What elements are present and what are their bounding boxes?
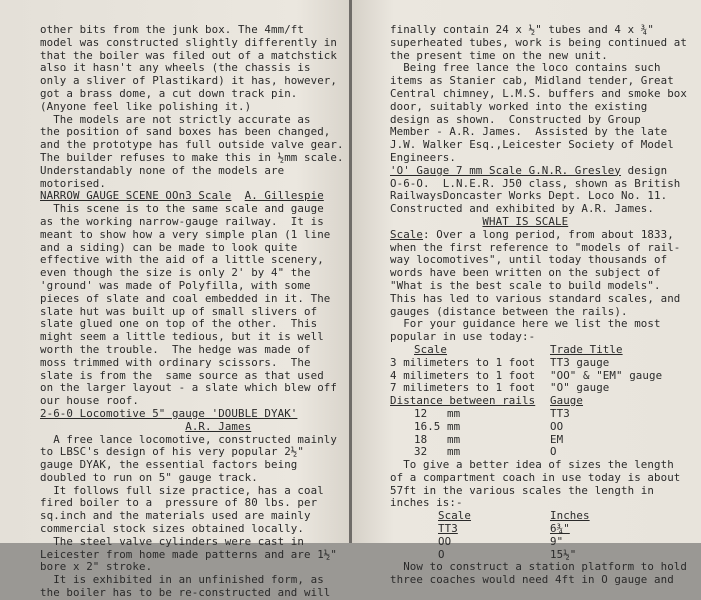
table-cell: 6¾" [550,522,570,536]
heading-author: A. Gillespie [244,189,324,203]
table-cell: OO [438,534,452,548]
text-line: finally contain 24 x ½" tubes and 4 x ¾" [390,23,655,36]
table-cell: "OO" & "EM" gauge [550,368,663,382]
text-line: way locomotives", until today thousands of [390,253,668,267]
text-line: (Anyone feel like polishing it.) [40,99,252,113]
text-line: Member - A.R. James. Assisted by the late [390,125,668,139]
text-line: A free lance locomotive, constructed mainly [40,432,338,446]
table-header-cell: Inches [550,509,590,523]
text-line: It follows full size practice, has a coal [40,483,324,497]
table-cell: EM [550,432,564,446]
table-cell: 12 mm [414,406,461,420]
text-line: slate glued one on top of the other. This [40,317,318,331]
text-line: and a siding) can be made to look quite [40,240,298,254]
coach-length-table [390,510,672,561]
text-line: the present time on the new unit. [390,48,608,62]
text-line: and the prototype has full outside valve gear. [40,138,344,152]
table-cell: TT3 [550,406,570,420]
text-line: 57ft in the various scales the length in [390,483,655,497]
text-line: To give a better idea of sizes the length [390,458,674,472]
section-heading-gresley [390,165,672,178]
text-line: inches is:- [390,496,463,510]
text-line: This scene is to the same scale and gauge [40,202,324,216]
table-cell: TT3 [438,522,458,536]
table-cell: TT3 gauge [550,355,610,369]
text-line: three coaches would need 4ft in O gauge and [390,573,674,587]
text-line: design as shown. Constructed by Group [390,112,641,126]
text-line: that the boiler was filed out of a matchstick [40,48,338,62]
gauge-table [390,395,672,459]
table-cell: O [438,547,445,561]
table-cell: "O" gauge [550,381,610,395]
text-line [390,229,672,242]
text-line: For your guidance here we list the most [390,317,661,331]
text-line: J.W. Walker Esq.,Leicester Society of Model [390,138,674,152]
left-text-column [40,23,344,600]
right-text-column [390,23,688,587]
left-page [0,0,349,600]
text-line: our house roof. [40,394,140,408]
text-line: The builder refuses to make this in ½mm scale. [40,150,344,164]
text-line: pieces of slate and coal embedded in it. The [40,291,331,305]
table-cell: 3 milimeters to 1 foot [390,355,536,369]
text-line: Now to construct a station platform to hold [390,560,688,574]
text-line: It is exhibited in an unfinished form, as [40,573,324,587]
text-line: door, suitably worked into the existing [390,99,648,113]
scale-table [390,344,672,395]
text-line: gauge DYAK, the essential factors being [40,458,298,472]
text-line: to LBSC's design of his very popular 2½" [40,445,305,459]
table-cell: 18 mm [414,432,461,446]
text-line: popular in use today:- [390,330,536,344]
text-line: gauges (distance between the rails). [390,304,628,318]
scale-label: Scale [390,227,424,241]
heading-text: 'O' Gauge 7 mm Scale G.N.R. Gresley [390,163,622,177]
table-row [390,421,672,434]
heading-text-rest: design [621,163,668,177]
text-line: Constructed and exhibited by A.R. James. [390,202,655,216]
text-line: The steel valve cylinders were cast in [40,534,305,548]
text-line: the position of sand boxes has been changed, [40,125,331,139]
text-line: This has led to various standard scales, and [390,291,681,305]
table-cell: 7 milimeters to 1 foot [390,381,536,395]
text-line: when the first reference to "models of rail- [390,240,681,254]
table-cell: 32 mm [414,445,461,459]
text-line: of a compartment coach in use today is about [390,470,681,484]
table-header-cell: Trade Title [550,342,623,356]
table-row [390,536,672,549]
text-line: the boiler has to be re-constructed and will [40,586,331,600]
text-line: got a brass dome, a cut down track pin. [40,86,298,100]
text-line: Leicester from home made patterns and are 1½" [40,547,338,561]
text-line: might seem a little tedious, but it is well [40,330,324,344]
heading-author-line [40,421,330,434]
text-line: only a sliver of Plastikard) it has, however, [40,74,338,88]
table-cell: O [550,445,557,459]
table-cell: 16.5 mm [414,419,461,433]
text-line: items as Stanier cab, Midland tender, Great [390,74,674,88]
table-cell: 15½" [550,547,577,561]
table-cell: 9" [550,534,564,548]
text-line: moss trimmed with ordinary scissors. The [40,355,311,369]
section-heading-locomotive: 2-6-0 Locomotive 5" gauge 'DOUBLE DYAK' [40,406,298,420]
table-header-cell: Gauge [550,394,584,408]
text-line: superheated tubes, work is being continued at [390,35,688,49]
table-header [390,344,672,357]
text-line: slate is from the same source as that used [40,368,324,382]
text-line: as the working narrow-gauge railway. It is [40,214,324,228]
text-line: also it hasn't any wheels (the chassis is [40,61,311,75]
text-line: Understandably none of the models are [40,163,285,177]
text-line: even though the size is only 2' by 4" the [40,266,311,280]
text-line: effective with the aid of a little scenery, [40,253,324,267]
text-line: Central chimney, L.M.S. buffers and smoke box [390,86,688,100]
text-line: O-6-O. L.N.E.R. J50 class, shown as British [390,176,681,190]
text-line: worth the trouble. The hedge was made of [40,342,311,356]
text-line: model was constructed slightly differently in [40,35,338,49]
text-line: sq.inch and the materials used are mainly [40,509,311,523]
text-line: on the larger layout - a slate which blew off [40,381,338,395]
table-row [390,408,672,421]
table-header-cell: Scale [414,342,448,356]
table-header-cell: Distance between rails [390,394,536,408]
text-line: Being free lance the loco contains such [390,61,661,75]
text-line: slate hut was built up of small slivers of [40,304,318,318]
table-header-cell: Scale [438,509,472,523]
table-cell: 4 milimeters to 1 foot [390,368,536,382]
text-line: "What is the best scale to build models". [390,278,661,292]
text-line: motorised. [40,176,107,190]
table-row [390,523,672,536]
text-line: doubled to run on 5" gauge track. [40,470,258,484]
heading-text: WHAT IS SCALE [482,214,569,228]
text-line: bore x 2" stroke. [40,560,153,574]
text-line: words have been written on the subject of [390,266,661,280]
heading-author: A.R. James [185,419,252,433]
table-header [390,510,672,523]
text-line: fired boiler to a pressure of 80 lbs. per [40,496,318,510]
scale-intro: : Over a long period, from about 1833, [423,227,674,241]
text-line: meant to show how a very simple plan (1 line [40,227,331,241]
text-line: The models are not strictly accurate as [40,112,311,126]
table-cell: OO [550,419,564,433]
text-line: RailwaysDoncaster Works Dept. Loco No. 11. [390,189,668,203]
table-header [390,395,672,408]
heading-text: NARROW GAUGE SCENE OOn3 Scale [40,189,232,203]
text-line: other bits from the junk box. The 4mm/ft [40,23,305,36]
text-line: Engineers. [390,150,457,164]
text-line: commercial stock sizes obtained locally. [40,522,305,536]
right-page [352,0,701,587]
table-row [390,357,672,370]
text-line: 'ground' was made of Polyfilla, with some [40,278,311,292]
